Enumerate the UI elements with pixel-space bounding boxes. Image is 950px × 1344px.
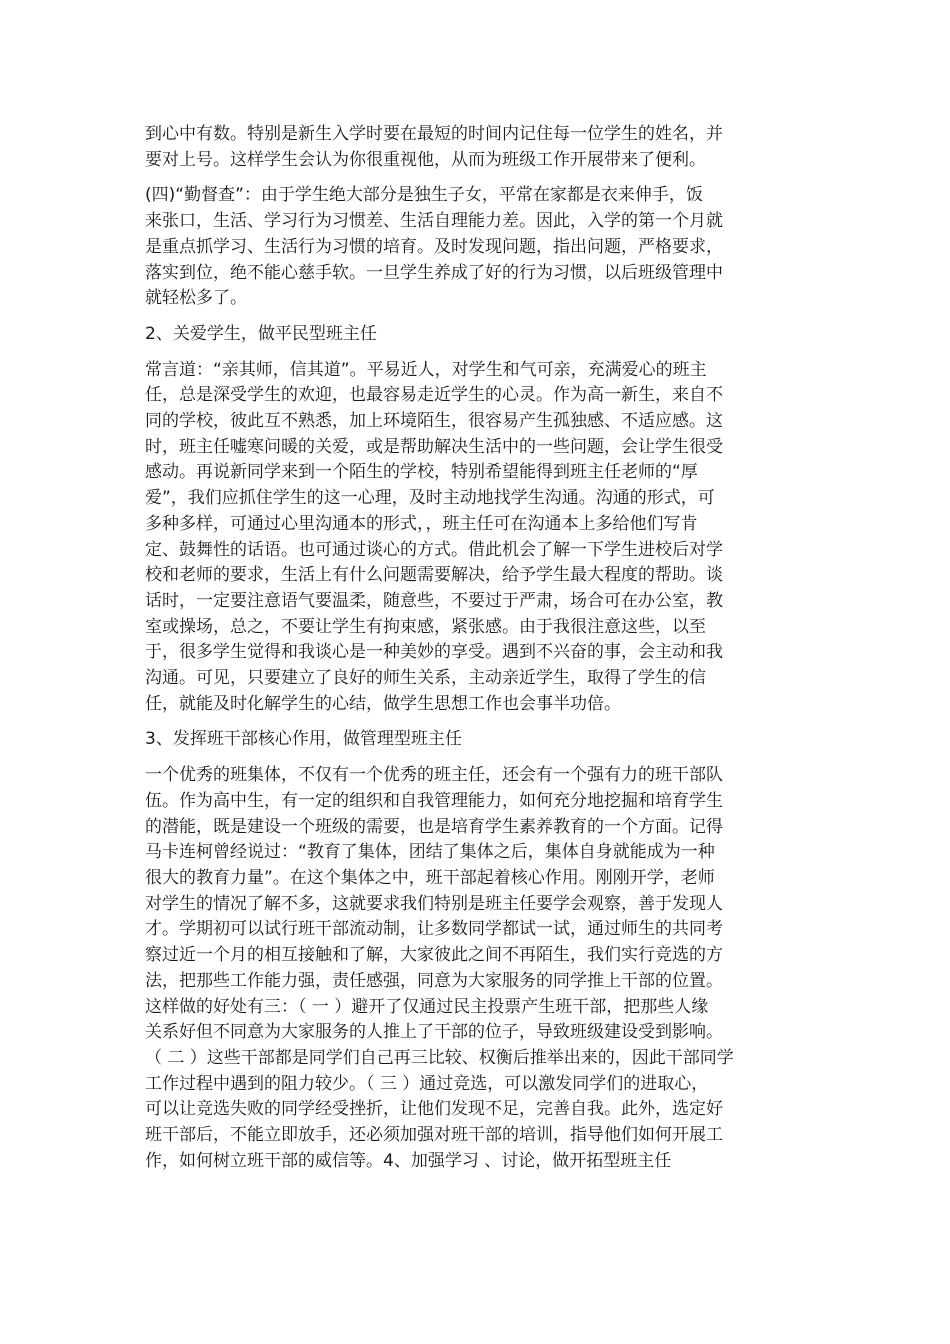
text-line: 才。学期初可以试行班干部流动制，让多数同学都试一试，通过师生的共同考: [145, 919, 723, 940]
text-line: 时，班主任嘘寒问暖的关爱，或是帮助解决生活中的一些问题，会让学生很受: [145, 436, 723, 457]
text-line: 这样做的好处有三：（ 一 ）避开了仅通过民主投票产生班干部，把那些人缘: [145, 996, 709, 1017]
text-line: 要对上号。这样学生会认为你很重视他，从而为班级工作开展带来了便利。: [145, 149, 706, 170]
text-line: 很大的教育力量”。在这个集体之中，班干部起着核心作用。刚刚开学，老师: [145, 867, 715, 888]
text-line: 的潜能，既是建设一个班级的需要，也是培育学生素养教育的一个方面。记得: [145, 816, 723, 837]
text-line: 爱”，我们应抓住学生的这一心理，及时主动地找学生沟通。沟通的形式，可: [145, 488, 715, 509]
section-heading: [145, 727, 810, 753]
text-line: （ 二 ）这些干部都是同学们自己再三比较、权衡后推举出来的，因此干部同学: [145, 1047, 734, 1068]
text-line: 于，很多学生觉得和我谈心是一种美妙的享受。遇到不兴奋的事，会主动和我: [145, 642, 723, 663]
text-line: 同的学校，彼此互不熟悉，加上环境陌生，很容易产生孤独感、不适应感。这: [145, 411, 723, 432]
text-line: 话时，一定要注意语气要温柔，随意些，不要过于严肃，场合可在办公室，教: [145, 590, 723, 611]
text-line: 法，把那些工作能力强，责任感强，同意为大家服务的同学推上干部的位置。: [145, 970, 723, 991]
text-line: 常言道：“亲其师，信其道”。平易近人，对学生和气可亲，充满爱心的班主: [145, 359, 707, 380]
text-line: 多种多样，可通过心里沟通本的形式，，班主任可在沟通本上多给他们写肯: [145, 513, 698, 534]
text-line: 到心中有数。特别是新生入学时要在最短的时间内记住每一位学生的姓名，并: [145, 124, 723, 144]
text-line: 校和老师的要求，生活上有什么问题需要解决，给予学生最大程度的帮助。谈: [145, 565, 723, 586]
text-line: (四)“勤督查”：由于学生绝大部分是独生子女，平常在家都是衣来伸手，饭: [145, 185, 703, 206]
text-line: 来张口，生活、学习行为习惯差、生活自理能力差。因此，入学的第一个月就: [145, 211, 723, 232]
text-line: 任，就能及时化解学生的心结，做学生思想工作也会事半功倍。: [145, 693, 621, 714]
document-body: [145, 122, 810, 1184]
text-line: 马卡连柯曾经说过：“教育了集体，团结了集体之后，集体自身就能成为一种: [145, 842, 715, 863]
text-line: 作，如何树立班干部的威信等。4、加强学习 、讨论，做开拓型班主任: [145, 1150, 672, 1171]
text-line: 察过近一个月的相互接触和了解，大家彼此之间不再陌生，我们实行竞选的方: [145, 945, 723, 966]
text-line: 对学生的情况了解不多，这就要求我们特别是班主任要学会观察，善于发现人: [145, 893, 723, 914]
text-line: 是重点抓学习、生活行为习惯的培育。及时发现问题，指出问题，严格要求，: [145, 236, 723, 257]
text-line: 可以让竞选失败的同学经受挫折，让他们发现不足，完善自我。此外，选定好: [145, 1099, 723, 1120]
text-line: 就轻松多了。: [145, 288, 247, 309]
section-heading: [145, 322, 810, 348]
text-line: 伍。作为高中生，有一定的组织和自我管理能力，如何充分地挖掘和培育学生: [145, 790, 723, 811]
paragraph: [145, 183, 810, 312]
text-line: 沟通。可见，只要建立了良好的师生关系，主动亲近学生，取得了学生的信: [145, 668, 706, 689]
paragraph: [145, 122, 810, 173]
text-line: 定、鼓舞性的话语。也可通过谈心的方式。借此机会了解一下学生进校后对学: [145, 539, 723, 560]
text-line: 2、关爱学生，做平民型班主任: [145, 323, 377, 344]
text-line: 关系好但不同意为大家服务的人推上了干部的位子，导致班级建设受到影响。: [145, 1022, 723, 1043]
text-line: 感动。再说新同学来到一个陌生的学校，特别希望能得到班主任老师的“厚: [145, 462, 698, 483]
text-line: 任，总是深受学生的欢迎，也最容易走近学生的心灵。作为高一新生，来自不: [145, 385, 723, 406]
paragraph: [145, 763, 810, 1174]
text-line: 班干部后，不能立即放手，还必须加强对班干部的培训，指导他们如何开展工: [145, 1125, 723, 1146]
paragraph: [145, 358, 810, 718]
text-line: 一个优秀的班集体，不仅有一个优秀的班主任，还会有一个强有力的班干部队: [145, 765, 723, 786]
text-line: 3、发挥班干部核心作用，做管理型班主任: [145, 729, 462, 750]
text-line: 工作过程中遇到的阻力较少。（ 三 ）通过竞选，可以激发同学们的进取心，: [145, 1073, 709, 1094]
text-line: 落实到位，绝不能心慈手软。一旦学生养成了好的行为习惯，以后班级管理中: [145, 262, 723, 283]
text-line: 室或操场，总之，不要让学生有拘束感，紧张感。由于我很注意这些，以至: [145, 616, 706, 637]
